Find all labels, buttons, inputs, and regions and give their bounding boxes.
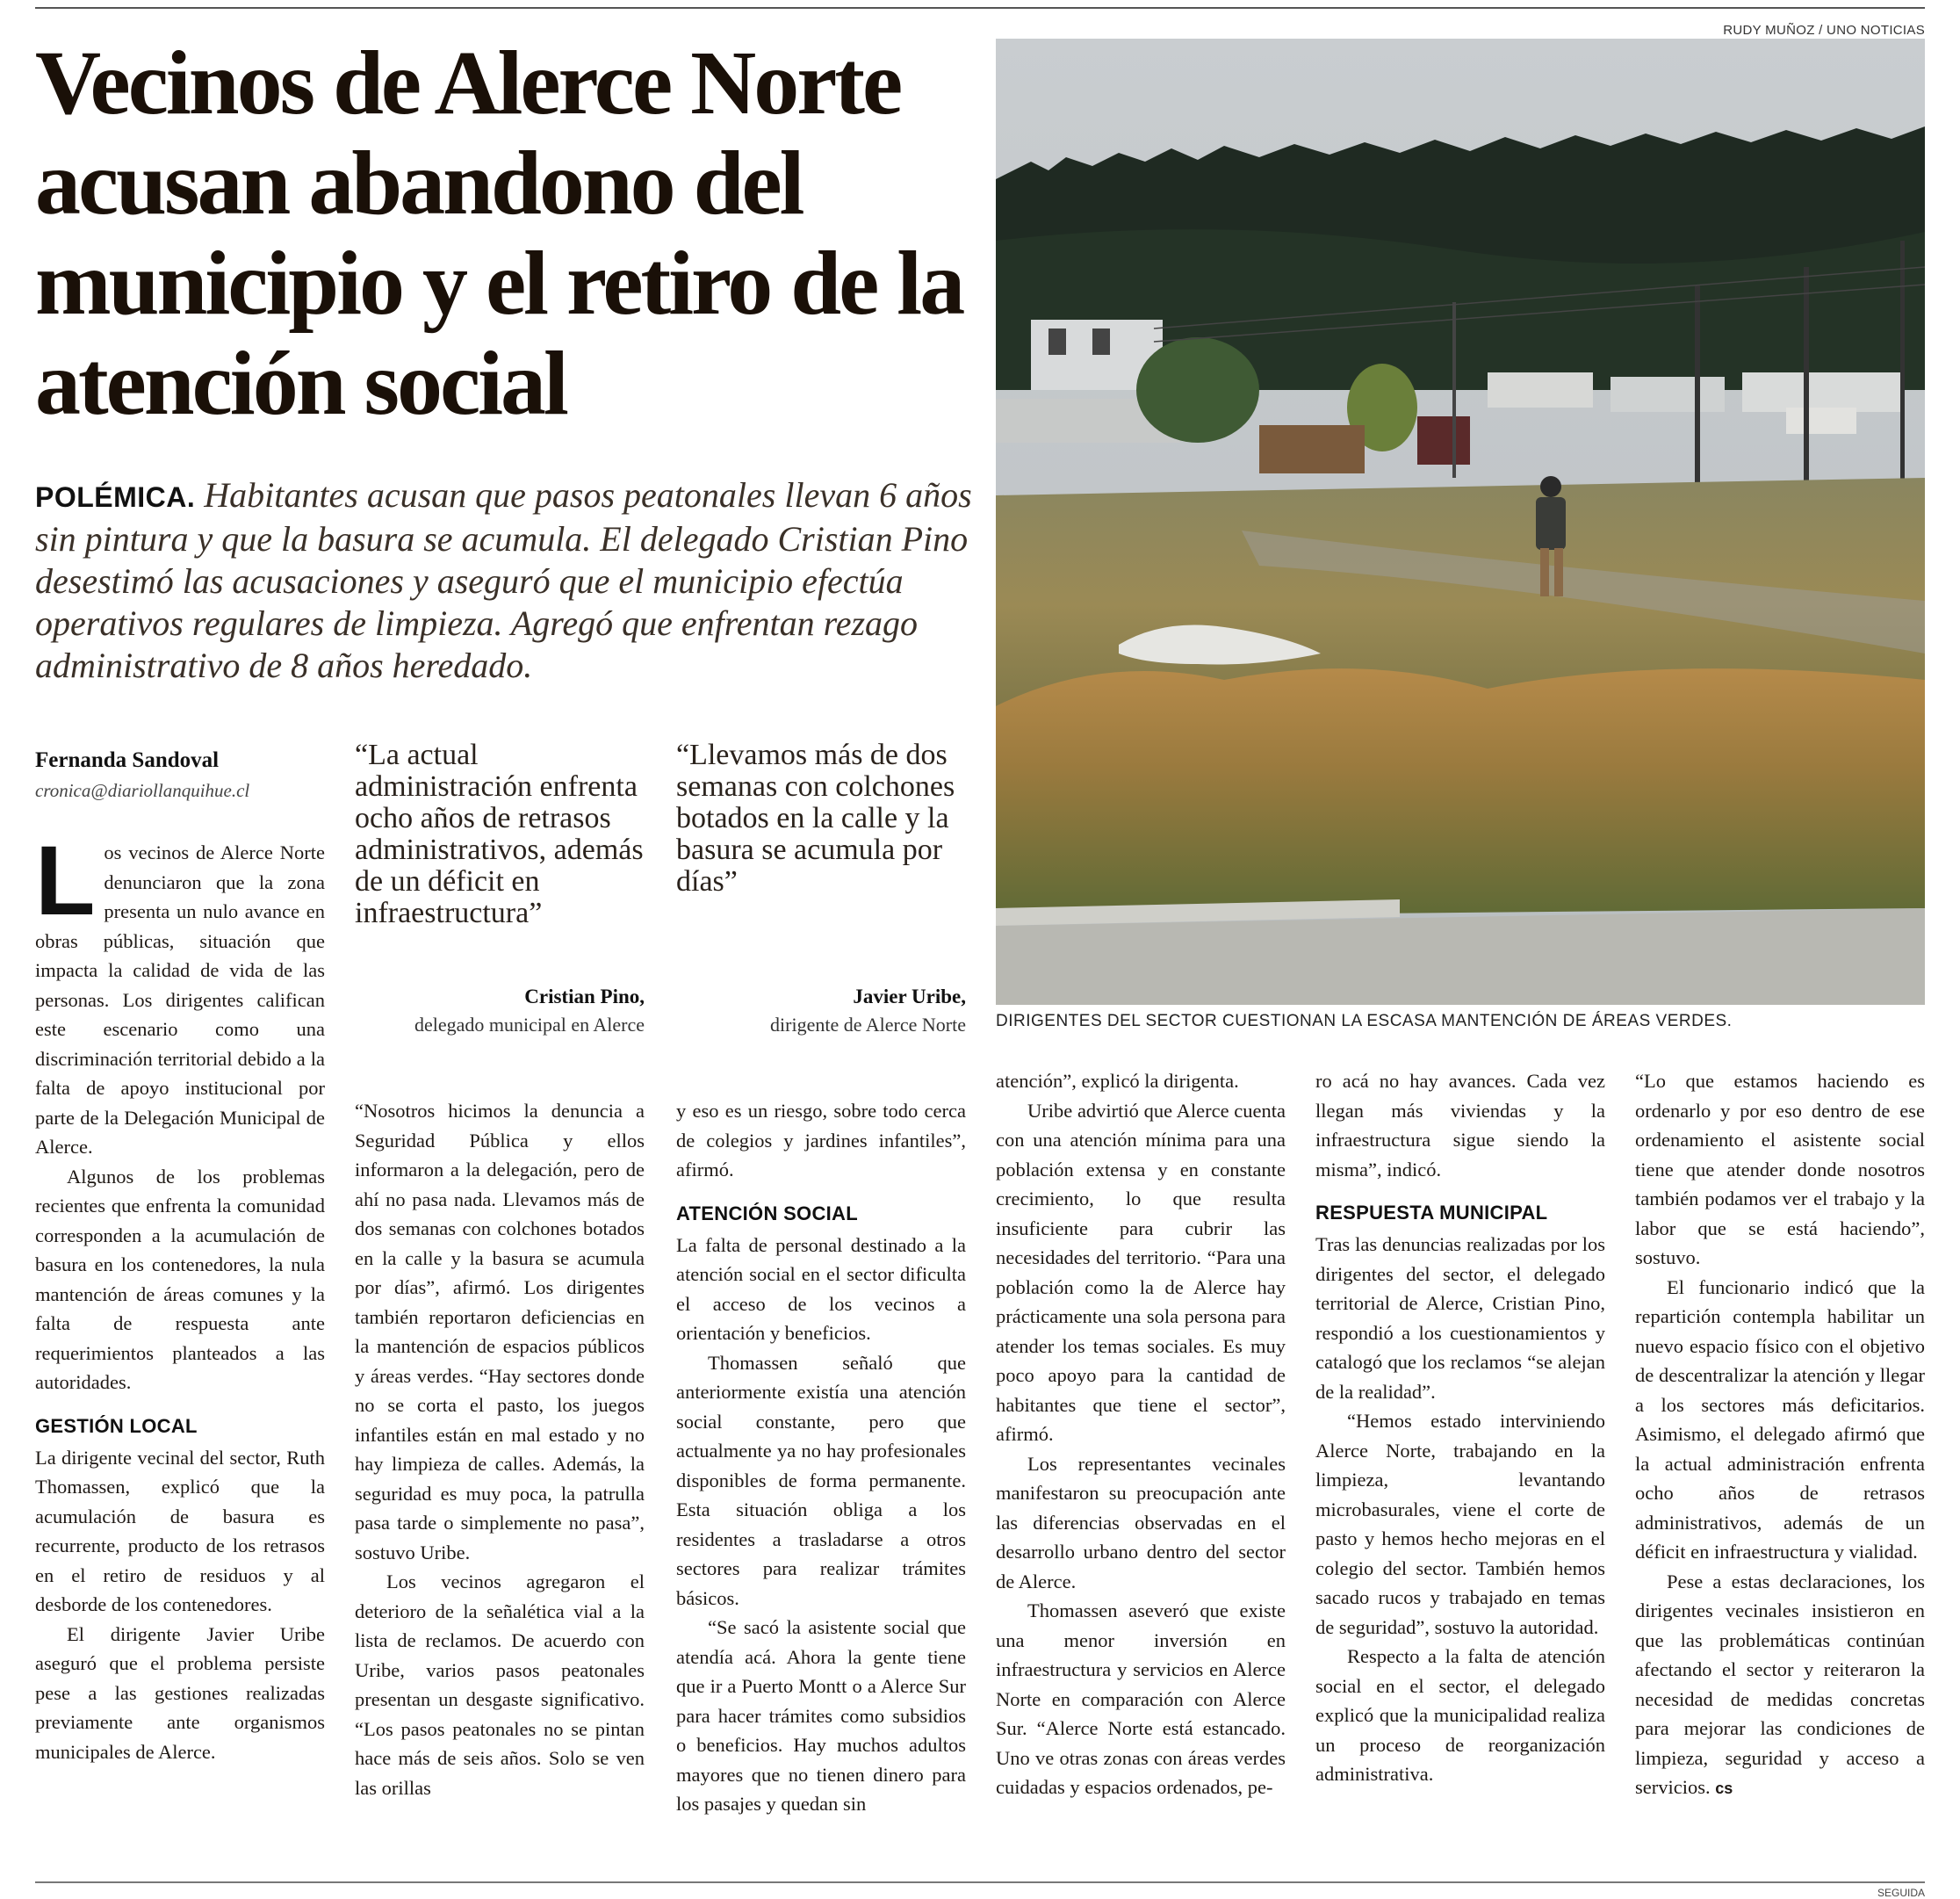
body-column-4: [996, 1066, 1286, 1802]
dropcap: L: [35, 826, 96, 935]
paragraph: Respecto a la falta de atención social en el sector, el delegado explicó que la municipalidad realiza un proceso de reorganización administrativa.: [1315, 1645, 1605, 1785]
paragraph: atención”, explicó la dirigenta.: [996, 1070, 1239, 1092]
paragraph: Los representantes vecinales manifestaron su preocupación ante las diferencias observadas en el desarrollo urbano dentro del sector de Alerce.: [996, 1452, 1286, 1592]
paragraph: Thomassen señaló que anteriormente existía una atención social constante, pero que actualmente ya no hay profesionales disponibles de forma permanente. Esta situación obliga a los residentes a trasladarse a otros sectores para realizar trámites básicos.: [676, 1351, 966, 1609]
paragraph-text: os vecinos de Alerce Norte denunciaron que la zona presenta un nulo avance en obras públicas, situación que impacta la calidad de vida de las personas. Los dirigentes califican este escenario como una discriminación territorial debido a la falta de apoyo institucional por parte de la Delegación Municipal de Alerce.: [35, 841, 325, 1158]
paragraph: [35, 826, 325, 1162]
paragraph: Tras las denuncias realizadas por los dirigentes del sector, el delegado territorial de Alerce, Cristian Pino, respondió a los cuestionamientos y catalogó que los reclamos “se alejan de la realidad”.: [1315, 1233, 1605, 1403]
quote-name: Cristian Pino,: [524, 986, 645, 1007]
end-mark: cs: [1715, 1780, 1733, 1797]
top-rule: [35, 7, 1925, 9]
quote-role: delegado municipal en Alerce: [414, 1014, 645, 1036]
bottom-rule: [35, 1881, 1925, 1883]
body-column-3: [676, 1096, 966, 1819]
paragraph: [1635, 1567, 1925, 1804]
pull-quote-uribe: “Llevamos más de dos semanas con colchones botados en la calle y la basura se acumula por días”: [676, 739, 955, 898]
paragraph: Algunos de los problemas recientes que enfrenta la comunidad corresponden a la acumulación de basura en los contenedores, la nula mantención de áreas comunes y la falta de respuesta ante requerimientos planteados a las autoridades.: [35, 1165, 325, 1393]
body-column-6: [1635, 1066, 1925, 1804]
paragraph: “Se sacó la asistente social que atendía acá. Ahora la gente tiene que ir a Puerto Montt o a Alerce Sur para hacer trámites como subsidios o beneficios. Hay muchos adultos mayores que no tienen dinero para los pasajes y quedan sin: [676, 1616, 966, 1815]
body-column-2: [355, 1096, 645, 1802]
quote-name: Javier Uribe,: [853, 986, 966, 1007]
paragraph: La dirigente vecinal del sector, Ruth Thomassen, explicó que la acumulación de basura es recurrente, producto de los retrasos en el retiro de residuos y al desborde de los contenedores.: [35, 1446, 325, 1615]
paragraph-text: Pese a estas declaraciones, los dirigentes vecinales insistieron en que las problemáticas continúan afectando el sector y reiteraron la necesidad de medidas concretas para mejorar las condiciones de limpieza, seguridad y acceso a servicios.: [1635, 1570, 1925, 1798]
byline-name: Fernanda Sandoval: [35, 748, 220, 772]
subhead-gestion-local: GESTIÓN LOCAL: [35, 1414, 198, 1437]
byline: [35, 748, 334, 802]
paragraph: Los vecinos agregaron el deterioro de la señalética vial a la lista de reclamos. De acuerdo con Uribe, varios pasos peatonales presentan un desgaste significativo. “Los pasos peatonales no se pintan hace más de seis años. Solo se ven las orillas: [355, 1570, 645, 1799]
byline-email: cronica@diariollanquihue.cl: [35, 780, 250, 801]
paragraph: “Lo que estamos haciendo es ordenarlo y por eso dentro de ese ordenamiento el asistente social tiene que atender donde nosotros también podamos ver el trabajo y la labor que se está haciendo”, sostuvo.: [1635, 1070, 1925, 1268]
body-column-1: [35, 826, 325, 1766]
photo-credit: RUDY MUÑOZ / UNO NOTICIAS: [1723, 23, 1925, 38]
quote-attribution-uribe: [676, 986, 966, 1036]
paragraph: “Nosotros hicimos la denuncia a Seguridad Pública y ellos informaron a la delegación, pero de ahí no pasa nada. Llevamos más de dos semanas con colchones botados en la calle y la basura se acumula por días”, afirmó. Los dirigentes también reportaron deficiencias en la mantención de espacios públicos y áreas verdes. “Hay sectores donde no se corta el pasto, los juegos infantiles están en mal estado y no hay limpieza de calles. Además, la seguridad es muy poca, la patrulla pasa tarde o simplemente no pasa”, sostuvo Uribe.: [355, 1100, 645, 1563]
lede-kicker: POLÉMICA.: [35, 481, 196, 513]
continued-marker: SEGUIDA: [1877, 1887, 1925, 1899]
paragraph: y eso es un riesgo, sobre todo cerca de colegios y jardines infantiles”, afirmó.: [676, 1100, 966, 1181]
paragraph: Uribe advirtió que Alerce cuenta con una atención mínima para una población extensa y en constante crecimiento, lo que resulta insuficiente para cubrir las necesidades del territorio. “Para una población como la de Alerce hay prácticamente una sola persona para atender los temas sociales. Es muy poco apoyo para la cantidad de habitantes que tiene el sector”, afirmó.: [996, 1099, 1286, 1445]
article-photo: [996, 39, 1925, 1005]
subhead-respuesta-municipal: RESPUESTA MUNICIPAL: [1315, 1202, 1548, 1224]
lede-text: Habitantes acusan que pasos peatonales llevan 6 años sin pintura y que la basura se acumula. El delegado Cristian Pino desestimó las acusaciones y aseguró que el municipio efectúa operativos regulares de limpieza. Agregó que enfrentan rezago administrativo de 8 años heredado.: [35, 475, 972, 685]
pull-quote-pino: “La actual administración enfrenta ocho años de retrasos administrativos, además de un déficit en infraestructura”: [355, 739, 644, 929]
paragraph: “Hemos estado interviniendo Alerce Norte, trabajando en la limpieza, levantando microbasurales, viene el corte de pasto y hemos hecho mejoras en el colegio del sector. También hemos sacado rucos y trabajado en temas de seguridad”, sostuvo la autoridad.: [1315, 1410, 1605, 1638]
paragraph: Thomassen aseveró que existe una menor inversión en infraestructura y servicios en Alerce Norte en comparación con Alerce Sur. “Alerce Norte está estancado. Uno ve otras zonas con áreas verdes cuidadas y espacios ordenados, pe-: [996, 1599, 1286, 1798]
paragraph: ro acá no hay avances. Cada vez llegan más viviendas y la infraestructura sigue siendo la misma”, indicó.: [1315, 1070, 1605, 1181]
lede: [35, 474, 984, 687]
quote-role: dirigente de Alerce Norte: [770, 1014, 966, 1036]
paragraph: El funcionario indicó que la repartición contempla habilitar un nuevo espacio físico con el objetivo de descentralizar la atención y llegar a los sectores más deficitarios. Asimismo, el delegado afirmó que la actual administración enfrenta ocho años de retrasos administrativos, además de un déficit en infraestructura y vialidad.: [1635, 1275, 1925, 1563]
headline: Vecinos de Alerce Norte acusan abandono del municipio y el retiro de la atención social: [35, 32, 963, 434]
photo-caption: DIRIGENTES DEL SECTOR CUESTIONAN LA ESCASA MANTENCIÓN DE ÁREAS VERDES.: [996, 1012, 1733, 1030]
paragraph: El dirigente Javier Uribe aseguró que el problema persiste pese a las gestiones realizadas previamente ante organismos municipales de Alerce.: [35, 1622, 325, 1763]
paragraph: La falta de personal destinado a la atención social en el sector dificulta el acceso de los vecinos a orientación y beneficios.: [676, 1233, 966, 1344]
quote-attribution-pino: [355, 986, 645, 1036]
body-column-5: [1315, 1066, 1605, 1789]
subhead-atencion-social: ATENCIÓN SOCIAL: [676, 1202, 858, 1224]
